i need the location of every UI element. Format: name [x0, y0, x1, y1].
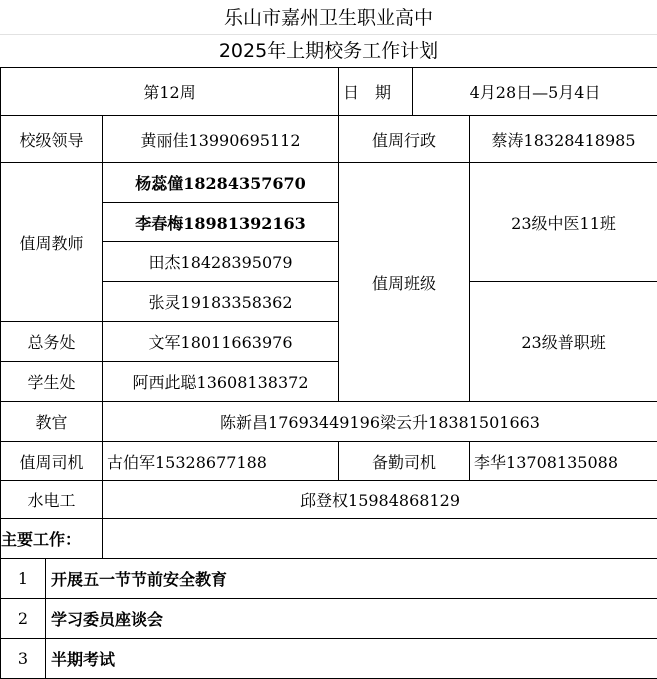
backup-driver-label: 备勤司机: [339, 442, 470, 481]
class-1: 23级中医11班: [470, 163, 657, 282]
task-text: 半期考试: [46, 639, 657, 679]
date-label: 日 期: [339, 68, 413, 116]
backup-driver-value: 李华13708135088: [470, 442, 657, 481]
teachers-label: 值周教师: [1, 163, 103, 322]
task-text: 开展五一节节前安全教育: [46, 559, 657, 599]
main-work-empty: [103, 519, 657, 559]
general-office-value: 文军18011663976: [103, 322, 339, 362]
class-label: 值周班级: [339, 163, 470, 402]
student-office-label: 学生处: [1, 362, 103, 402]
task-text: 学习委员座谈会: [46, 599, 657, 639]
date-range: 4月28日—5月4日: [413, 68, 657, 116]
leader-value: 黄丽佳13990695112: [103, 116, 339, 163]
driver-label: 值周司机: [1, 442, 103, 481]
teacher-1: 杨蕊僮18284357670: [103, 163, 339, 203]
page-title: 乐山市嘉州卫生职业高中: [0, 0, 657, 35]
driver-value: 古伯军15328677188: [103, 442, 339, 481]
leader-label: 校级领导: [1, 116, 103, 163]
class-2: 23级普职班: [470, 282, 657, 402]
schedule-table: [0, 67, 657, 679]
general-office-label: 总务处: [1, 322, 103, 362]
task-number: 1: [1, 559, 46, 599]
week-cell: 第12周: [1, 68, 339, 116]
main-work-label: 主要工作：: [1, 519, 103, 559]
admin-value: 蔡涛18328418985: [470, 116, 657, 163]
teacher-4: 张灵19183358362: [103, 282, 339, 322]
teacher-3: 田杰18428395079: [103, 242, 339, 282]
student-office-value: 阿西此聪13608138372: [103, 362, 339, 402]
instructor-label: 教官: [1, 402, 103, 442]
plumber-value: 邱登权15984868129: [103, 481, 657, 519]
plumber-label: 水电工: [1, 481, 103, 519]
teacher-2: 李春梅18981392163: [103, 203, 339, 242]
task-number: 3: [1, 639, 46, 679]
page-subtitle: 2025年上期校务工作计划: [0, 35, 657, 66]
admin-label: 值周行政: [339, 116, 470, 163]
task-number: 2: [1, 599, 46, 639]
instructor-value: 陈新昌17693449196梁云升18381501663: [103, 402, 657, 442]
